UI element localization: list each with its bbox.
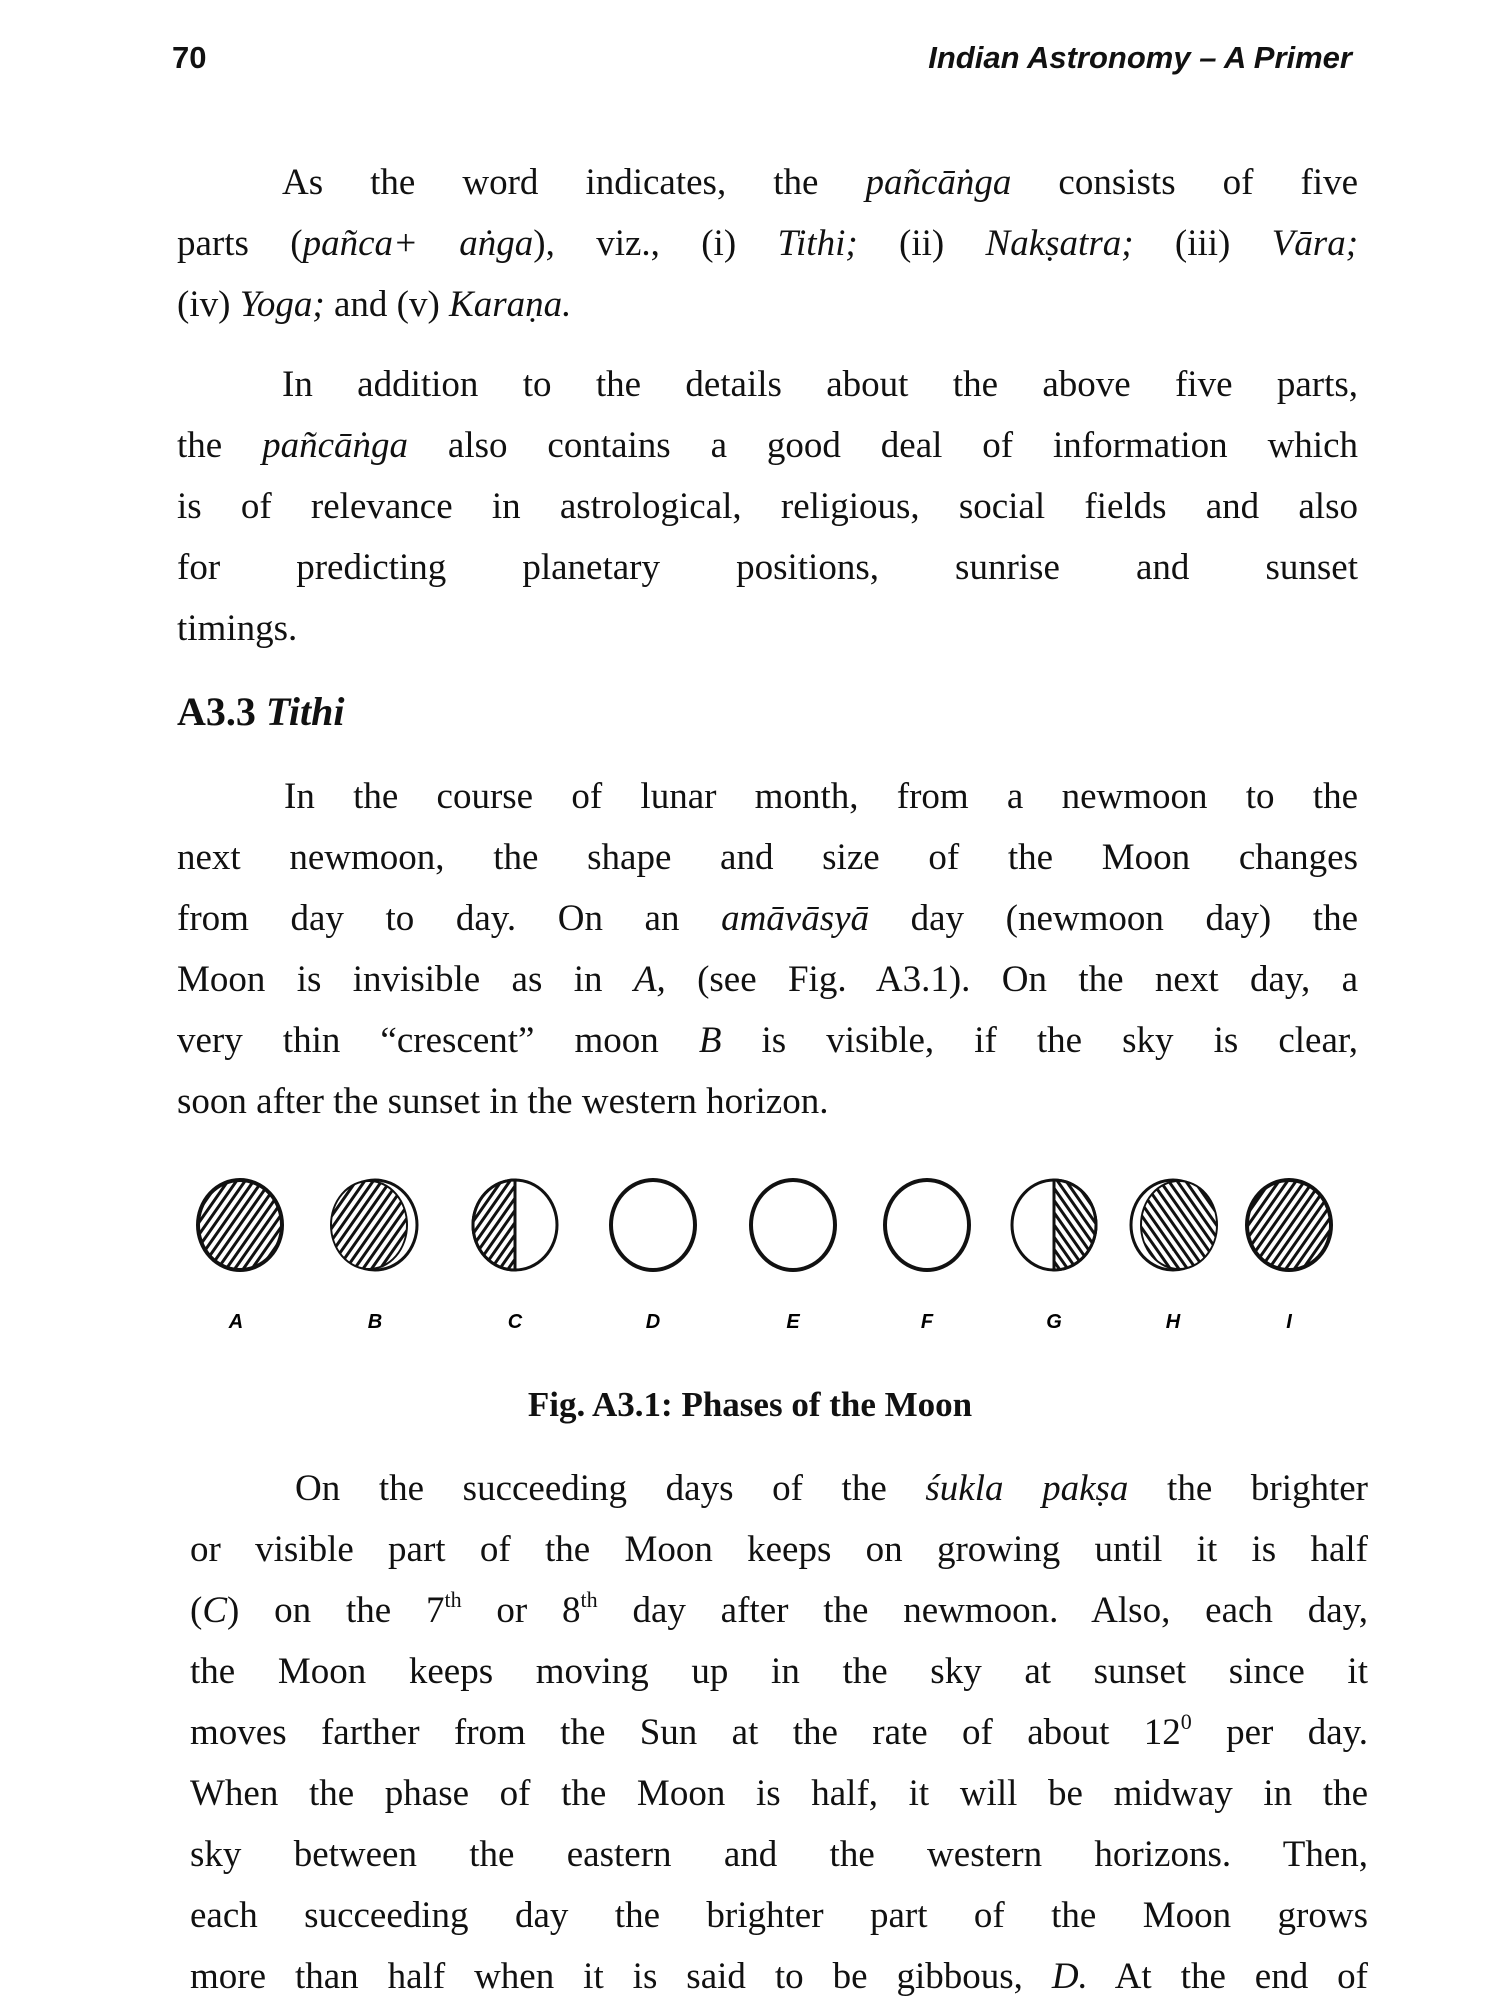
- text-segment: or 8: [461, 1590, 581, 1631]
- text-segment: and (v): [324, 284, 450, 325]
- text-segment: the brighter: [1128, 1468, 1368, 1509]
- text-segment: next newmoon, the shape and size of the Moon changes: [177, 837, 1358, 878]
- italic-term: Yoga;: [239, 284, 325, 325]
- section-title: Tithi: [265, 689, 345, 734]
- text-segment: (ii): [857, 223, 986, 264]
- text-line: [190, 1832, 1368, 1878]
- text-line: [190, 1527, 1368, 1573]
- text-segment: soon after the sunset in the western horizon.: [177, 1081, 829, 1122]
- text-segment: sky between the eastern and the western horizons. Then,: [190, 1834, 1368, 1875]
- text-segment: ) on the 7: [227, 1590, 445, 1631]
- italic-term: Karaṇa.: [449, 284, 572, 325]
- text-segment: When the phase of the Moon is half, it will be midway in the: [190, 1773, 1368, 1814]
- moon-phase-c: [473, 1180, 557, 1330]
- text-segment: is of relevance in astrological, religious, social fields and also: [177, 486, 1358, 527]
- text-segment: per day.: [1191, 1712, 1368, 1753]
- italic-term: Tithi;: [777, 223, 858, 264]
- superscript: th: [444, 1587, 462, 1612]
- text-line: [177, 423, 1358, 469]
- running-title: Indian Astronomy – A Primer: [928, 40, 1352, 75]
- text-segment: from day to day. On an: [177, 898, 722, 939]
- text-line: [177, 484, 1358, 530]
- text-segment: consists of five: [1011, 162, 1358, 203]
- text-segment: each succeeding day the brighter part of the Moon grows: [190, 1895, 1368, 1936]
- text-line: [177, 282, 1358, 328]
- text-segment: timings.: [177, 608, 298, 649]
- figure-caption: Fig. A3.1: Phases of the Moon: [527, 1385, 973, 1424]
- text-segment: the: [177, 425, 263, 466]
- text-line: [177, 221, 1358, 267]
- text-segment: day (newmoon day) the: [869, 898, 1358, 939]
- italic-term: D.: [1051, 1956, 1088, 1997]
- moon-label: B: [367, 1311, 383, 1330]
- moon-phases-figure: [0, 1150, 1500, 1330]
- italic-term: Nakṣatra;: [985, 223, 1134, 264]
- moon-phase-b: [331, 1180, 417, 1330]
- text-segment: day after the newmoon. Also, each day,: [597, 1590, 1368, 1631]
- text-line: [177, 545, 1358, 591]
- superscript: th: [580, 1587, 598, 1612]
- text-segment: (: [190, 1590, 203, 1631]
- superscript: 0: [1180, 1709, 1192, 1734]
- italic-term: pañcāṅga: [865, 162, 1012, 203]
- text-line: [177, 896, 1358, 942]
- text-segment: As the word indicates, the: [282, 162, 866, 203]
- text-line: [284, 774, 1358, 820]
- text-segment: more than half when it is said to be gibbous,: [190, 1956, 1052, 1997]
- moon-label: F: [920, 1311, 934, 1330]
- text-line: [177, 606, 1358, 652]
- moon-label: C: [507, 1311, 523, 1330]
- text-line: [190, 1893, 1368, 1939]
- text-line: [190, 1588, 1368, 1634]
- moon-label: A: [228, 1311, 244, 1330]
- moon-phase-i: [1247, 1180, 1331, 1330]
- section-number: A3.3: [177, 689, 266, 734]
- text-segment: also contains a good deal of information which: [408, 425, 1358, 466]
- italic-term: Vāra;: [1271, 223, 1359, 264]
- italic-term: C: [202, 1590, 228, 1631]
- text-segment: parts (: [177, 223, 303, 264]
- text-line: [177, 1079, 1358, 1125]
- moon-label: G: [1046, 1311, 1062, 1330]
- moon-label: H: [1165, 1311, 1181, 1330]
- moon-label: E: [786, 1311, 800, 1330]
- moon-phase-d: [611, 1180, 695, 1330]
- text-segment: ), viz., (i): [533, 223, 778, 264]
- italic-term: B: [698, 1020, 722, 1061]
- text-segment: In the course of lunar month, from a newmoon to the: [284, 776, 1358, 817]
- text-segment: for predicting planetary positions, sunrise and sunset: [177, 547, 1358, 588]
- text-line: [282, 160, 1358, 206]
- text-line: [177, 1018, 1358, 1064]
- text-line: [190, 1771, 1368, 1817]
- moon-phase-f: [885, 1180, 969, 1330]
- text-segment: (iii): [1133, 223, 1272, 264]
- text-line: [190, 1710, 1368, 1756]
- moon-phase-e: [751, 1180, 835, 1330]
- section-heading: [177, 688, 344, 735]
- text-segment: moves farther from the Sun at the rate of about 12: [190, 1712, 1181, 1753]
- italic-term: śukla pakṣa: [925, 1468, 1129, 1509]
- text-segment: is visible, if the sky is clear,: [721, 1020, 1358, 1061]
- text-segment: (see Fig. A3.1). On the next day, a: [665, 959, 1358, 1000]
- text-segment: or visible part of the Moon keeps on growing until it is half: [190, 1529, 1368, 1570]
- text-line: [190, 1649, 1368, 1695]
- text-segment: On the succeeding days of the: [295, 1468, 926, 1509]
- moon-phase-a: [198, 1180, 282, 1330]
- text-segment: Moon is invisible as in: [177, 959, 634, 1000]
- text-line: [282, 362, 1358, 408]
- italic-term: pañca+ aṅga: [302, 223, 534, 264]
- text-line: [190, 1954, 1368, 2000]
- moon-phase-g: [1012, 1180, 1096, 1330]
- page-number: 70: [172, 40, 207, 75]
- text-line: [177, 835, 1358, 881]
- text-segment: At the end of: [1087, 1956, 1368, 1997]
- text-line: [177, 957, 1358, 1003]
- moon-phase-h: [1131, 1180, 1217, 1330]
- text-segment: In addition to the details about the above five parts,: [282, 364, 1358, 405]
- italic-term: A,: [633, 959, 666, 1000]
- text-segment: very thin “crescent” moon: [177, 1020, 699, 1061]
- text-segment: the Moon keeps moving up in the sky at sunset since it: [190, 1651, 1368, 1692]
- moon-label: D: [645, 1311, 661, 1330]
- moon-label: I: [1286, 1311, 1292, 1330]
- italic-term: pañcāṅga: [262, 425, 409, 466]
- italic-term: amāvāsyā: [721, 898, 870, 939]
- text-segment: (iv): [177, 284, 240, 325]
- text-line: [295, 1466, 1368, 1512]
